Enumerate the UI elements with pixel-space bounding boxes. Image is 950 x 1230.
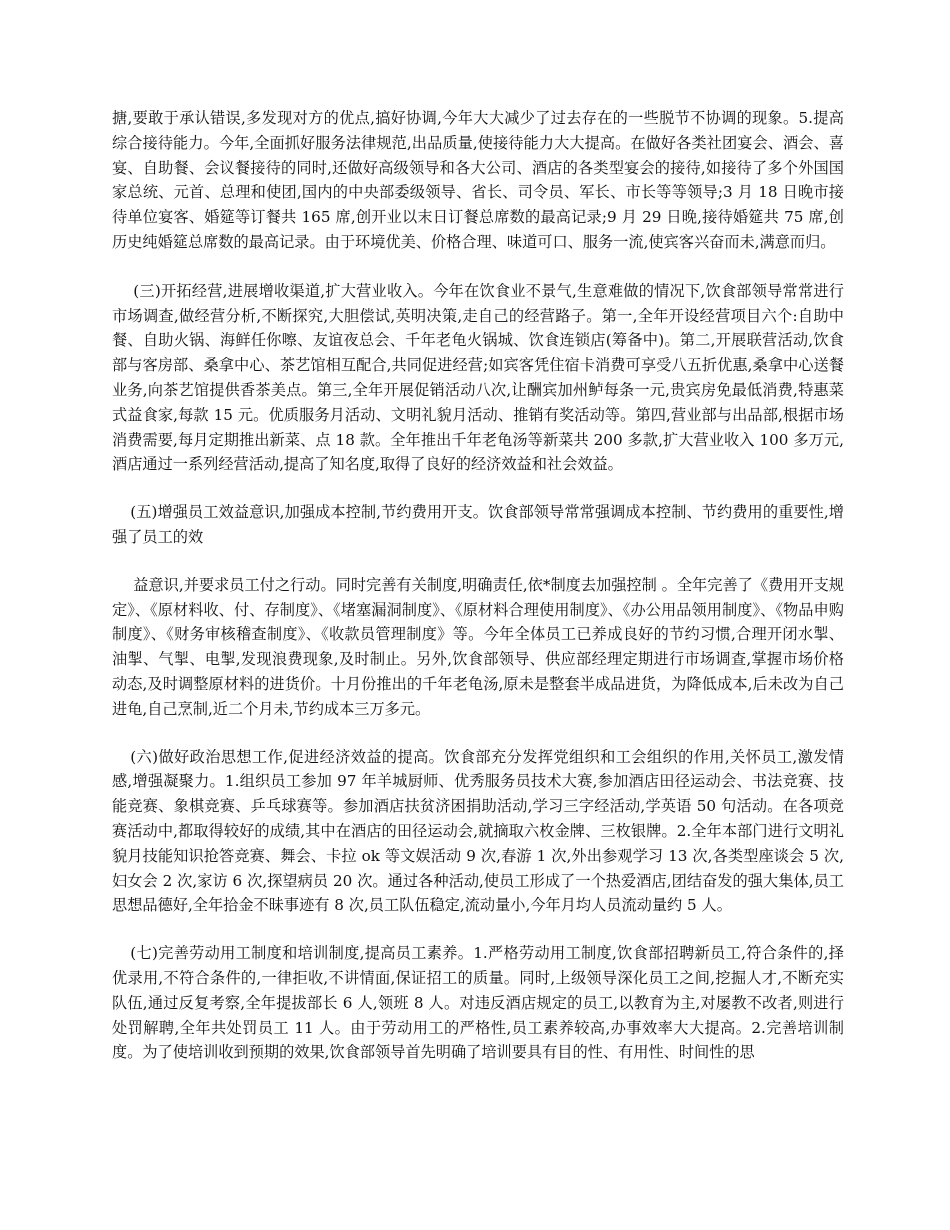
paragraph-section-5: (五)增强员工效益意识,加强成本控制,节约费用开支。饮食部领导常常强调成本控制、节约费用的重要性,增强了员工的效 (112, 503, 844, 546)
paragraph-section-5-continued: 益意识,并要求员工付之行动。同时完善有关制度,明确责任,依*制度去加强控制 。全年完善了《费用开支规定》、《原材料收、付、存制度》、《堵塞漏洞制度》、《原材料合理使用制度》、《办公用品领用制度》、《物品申购制度》、《财务审核稽查制度》、《收款员管理制度》等。今年全体员工已养成良好的节约习惯,合理开闭水掣、油掣、气掣、电掣,发现浪费现象,及时制止。另外,饮食部领导、供应部经理定期进行市场调查,掌握市场价格动态,及时调整原材料的进货价。十月份推出的千年老龟汤,原未是整套半成品进货，为降低成本,后未改为自己进龟,自己烹制,近二个月未,节约成本三万多元。 (112, 575, 844, 718)
paragraph-hospitality: 搪,要敢于承认错误,多发现对方的优点,搞好协调,今年大大减少了过去存在的一些脱节不协调的现象。5.提高综合接待能力。今年,全面抓好服务法律规范,出品质量,使接待能力大大提高。在做好各类社团宴会、酒会、喜宴、自助餐、会议餐接待的同时,还做好高级领导和各大公司、酒店的各类型宴会的接待,如接待了多个外国国家总统、元首、总理和使团,国内的中央部委级领导、省长、司令员、军长、市长等等领导;3 月 18 日晚市接待单位宴客、婚筵等订餐共 165 席,创开业以末日订餐总席数的最高记录;9 月 29 日晚,接待婚筵共 75 席,创历史纯婚筵总席数的最高记录。由于环境优美、价格合理、味道可口、服务一流,使宾客兴奋而未,满意而归。 (112, 109, 844, 251)
paragraph-section-6: (六)做好政治思想工作,促进经济效益的提高。饮食部充分发挥党组织和工会组织的作用,关怀员工,激发情感,增强凝聚力。1.组织员工参加 97 年羊城厨师、优秀服务员技术大赛,参加酒店田径运动会、书法竞赛、技能竞赛、象棋竞赛、乒乓球赛等。参加酒店扶贫济困捐助活动,学习三字经活动,学英语 50 句活动。在各项竞赛活动中,都取得较好的成绩,其中在酒店的田径运动会,就摘取六枚金牌、三枚银牌。2.全年本部门进行文明礼貌月技能知识抢答竞赛、舞会、卡拉 ok 等文娱活动 9 次,春游 1 次,外出参观学习 13 次,各类型座谈会 5 次,妇女会 2 次,家访 6 次,探望病员 20 次。通过各种活动,使员工形成了一个热爱酒店,团结奋发的强大集体,员工思想品德好,全年拾金不昧事迹有 8 次,员工队伍稳定,流动量小,今年月均人员流动量约 5 人。 (112, 747, 844, 915)
document-page (112, 106, 844, 1065)
paragraph-section-3: (三)开拓经营,进展增收渠道,扩大营业收入。今年在饮食业不景气,生意难做的情况下,饮食部领导常常进行市场调查,做经营分析,不断探究,大胆偿试,英明决策,走自己的经营路子。第一,全年开设经营项目六个:自助中餐、自助火锅、海鲜任你嚓、友谊夜总会、千年老龟火锅城、饮食连锁店(筹备中)。第二,开展联营活动,饮食部与客房部、桑拿中心、茶艺馆相互配合,共同促进经营;如宾客凭住宿卡消费可享受八五折优惠,桑拿中心送餐业务,向茶艺馆提供香茶美点。第三,全年开展促销活动八次,让酬宾加州鲈每条一元,贵宾房免最低消费,特惠菜式益食家,每款 15 元。优质服务月活动、文明礼貌月活动、推销有奖活动等。第四,营业部与出品部,根据市场消费需要,每月定期推出新菜、点 18 款。全年推出千年老龟汤等新菜共 200 多款,扩大营业收入 100 多万元,酒店通过一系列经营活动,提高了知名度,取得了良好的经济效益和社会效益。 (112, 281, 844, 474)
paragraph-section-7: (七)完善劳动用工制度和培训制度,提高员工素养。1.严格劳动用工制度,饮食部招聘新员工,符合条件的,择优录用,不符合条件的,一律拒收,不讲情面,保证招工的质量。同时,上级领导深化员工之间,挖掘人才,不断充实队伍,通过反复考察,全年提拔部长 6 人,领班 8 人。对违反酒店规定的员工,以教育为主,对屡教不改者,则进行处罚解聘,全年共处罚员工 11 人。由于劳动用工的严格性,员工素养较高,办事效率大大提高。2.完善培训制度。为了使培训收到预期的效果,饮食部领导首先明确了培训要具有目的性、有用性、时间性的思 (112, 944, 844, 1062)
